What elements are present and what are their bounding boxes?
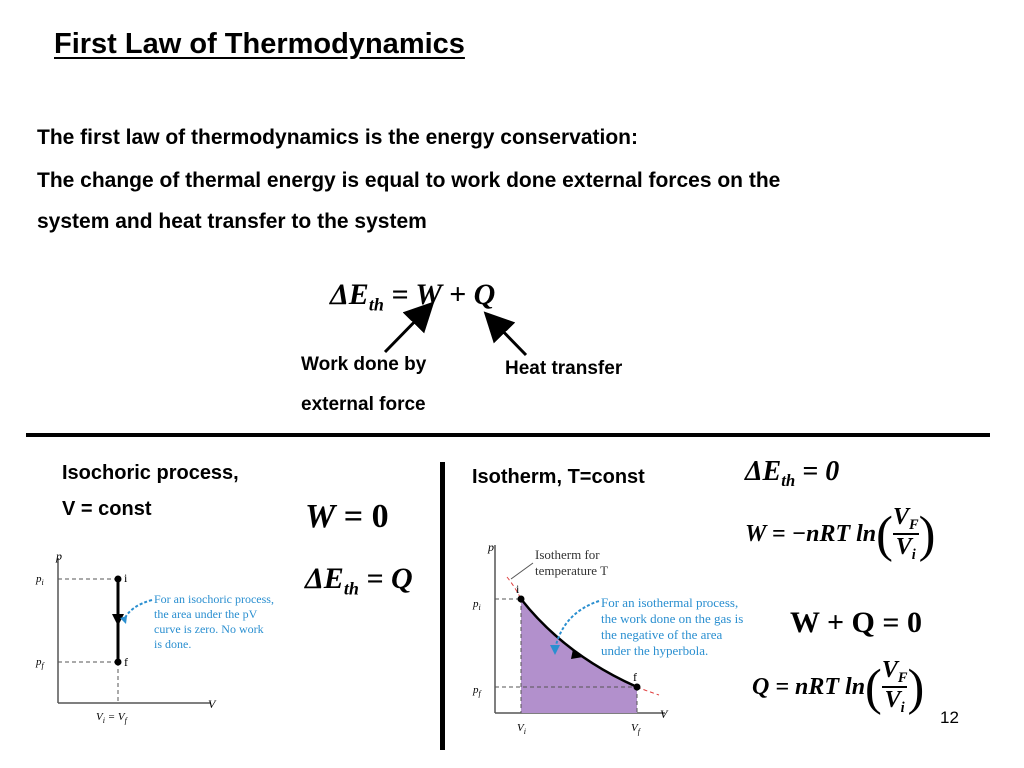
- it-tick-pf: $p_f$: [473, 684, 481, 698]
- it-caption-1: For an isothermal process,: [601, 595, 739, 610]
- isotherm-heading: Isotherm, T=const: [472, 466, 645, 488]
- iso-caption-1: For an isochoric process,: [154, 592, 274, 606]
- page-number: 12: [940, 708, 959, 727]
- isochoric-eq-w: W = 0: [305, 498, 389, 535]
- heat-arrow: [492, 320, 526, 355]
- page-title: First Law of Thermodynamics: [54, 28, 465, 60]
- it-tick-pi: $p_i$: [473, 598, 481, 612]
- iso-caption-2: the area under the pV: [154, 607, 258, 621]
- iso-v-label: $V_i = V_f$: [96, 711, 127, 725]
- iso-point-i: i: [124, 571, 128, 585]
- work-label-2: external force: [301, 394, 426, 415]
- isotherm-figure: [465, 535, 785, 745]
- work-label-1: Work done by: [301, 354, 427, 375]
- vertical-divider: [440, 462, 445, 750]
- iso-axis-v: V: [208, 697, 216, 711]
- iso-axis-p: p: [56, 549, 62, 563]
- it-point-i: i: [516, 582, 520, 596]
- it-point-f: f: [633, 670, 637, 684]
- isochoric-eq-eth: $\Delta E_{th} = Q$: [305, 562, 413, 599]
- heat-label: Heat transfer: [505, 358, 623, 379]
- it-isotherm-label-1: Isotherm for: [535, 547, 600, 562]
- main-equation: $\Delta E_{th} = W + Q$: [330, 278, 496, 315]
- intro-line-1: The first law of thermodynamics is the energy conservation:: [37, 126, 638, 149]
- it-caption-4: under the hyperbola.: [601, 643, 709, 658]
- it-caption-3: the negative of the area: [601, 627, 723, 642]
- horizontal-divider: [26, 433, 990, 437]
- it-axis-p: p: [488, 540, 494, 554]
- it-vi: $V_i$: [517, 722, 526, 736]
- isochoric-heading-2: V = const: [62, 498, 152, 520]
- intro-line-3: system and heat transfer to the system: [37, 210, 427, 233]
- iso-tick-pi: $p_i$: [36, 573, 44, 587]
- isotherm-eq-sum: W + Q = 0: [790, 606, 922, 639]
- isochoric-heading-1: Isochoric process,: [62, 462, 239, 484]
- it-isotherm-label-2: temperature T: [535, 563, 609, 578]
- isotherm-eq-w: W = −nRT ln ( $\frac{V_F}{V_i}$ ): [745, 504, 936, 564]
- iso-tick-pf: $p_f$: [36, 656, 44, 670]
- isotherm-eq-eth: $\Delta E_{th} = 0$: [745, 456, 840, 490]
- it-vf: $V_f$: [631, 722, 640, 736]
- iso-point-f: f: [124, 655, 128, 669]
- it-caption-2: the work done on the gas is: [601, 611, 744, 626]
- work-arrow: [385, 310, 426, 352]
- intro-line-2: The change of thermal energy is equal to work done external forces on the: [37, 169, 781, 192]
- it-axis-v: V: [660, 707, 668, 721]
- iso-caption-3: curve is zero. No work: [154, 622, 264, 636]
- isochoric-figure: [30, 548, 310, 738]
- isotherm-eq-q: Q = nRT ln ( $\frac{V_F}{V_i}$ ): [752, 657, 925, 717]
- iso-caption-4: is done.: [154, 637, 192, 651]
